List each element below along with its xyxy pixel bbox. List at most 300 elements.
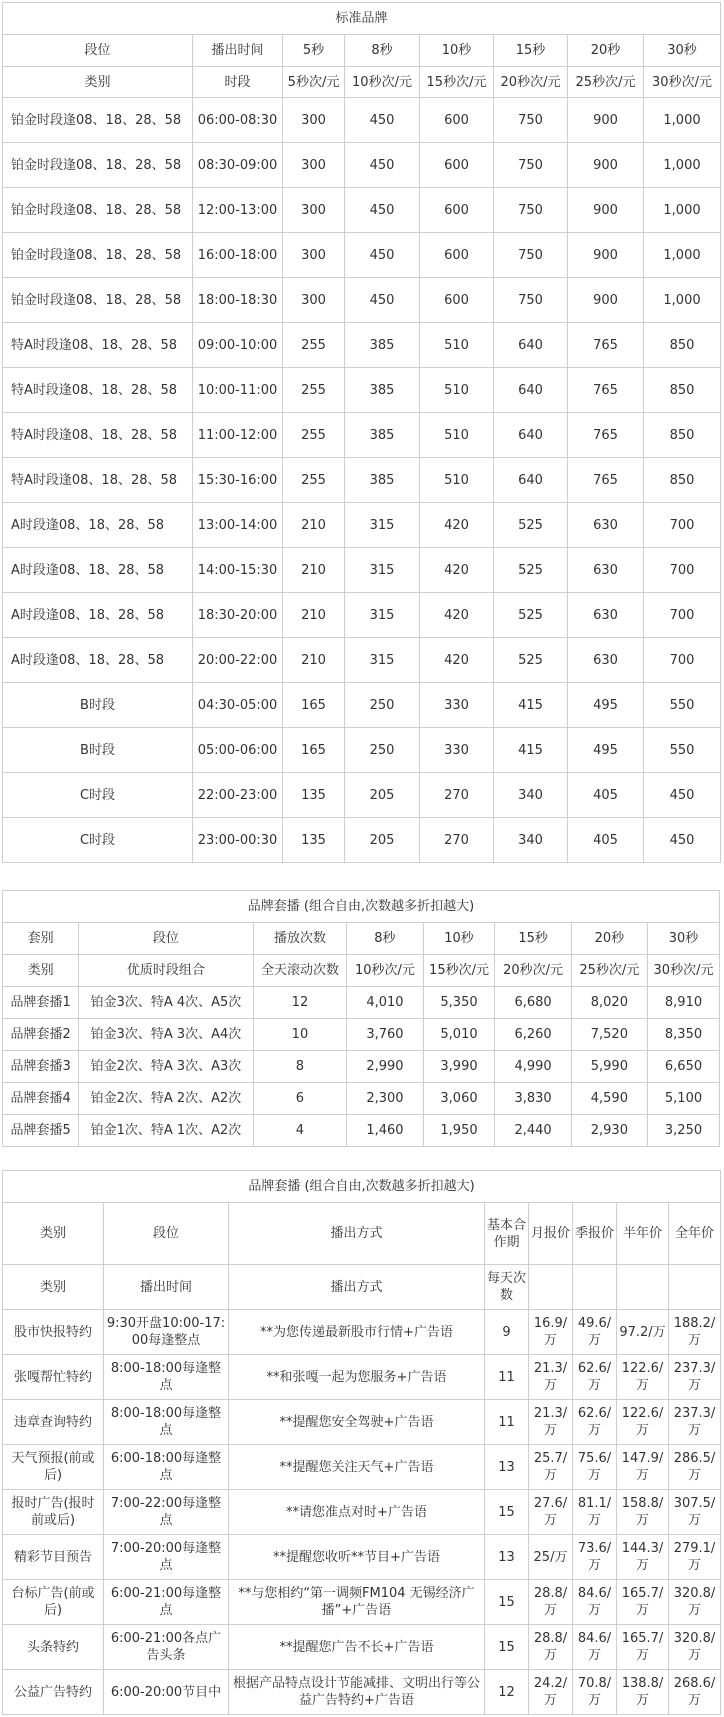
table-cell: 6:00-20:00节目中 — [104, 1670, 229, 1715]
table-cell: 147.9/万 — [617, 1445, 669, 1490]
table-cell: 25/万 — [529, 1535, 573, 1580]
table-cell: 10秒 — [423, 923, 495, 955]
table-cell: 510 — [420, 413, 494, 458]
table-cell: 640 — [494, 413, 568, 458]
table-cell: 特A时段逢08、18、28、58 — [3, 368, 193, 413]
table-cell: 铂金2次、特A 2次、A2次 — [79, 1083, 253, 1115]
table-cell: 525 — [494, 548, 568, 593]
table-cell: 5秒次/元 — [283, 67, 345, 98]
table-cell: 23:00-00:30 — [193, 818, 283, 863]
table-cell: 205 — [345, 818, 420, 863]
table-title: 标准品牌 — [3, 3, 721, 35]
table-cell: 10秒次/元 — [347, 955, 423, 987]
table-cell: 210 — [283, 548, 345, 593]
table-row — [3, 773, 721, 818]
table-cell — [573, 1265, 617, 1310]
table-row — [3, 1400, 721, 1445]
table-cell: 5,010 — [423, 1019, 495, 1051]
table-cell: 450 — [345, 233, 420, 278]
table-cell: 13:00-14:00 — [193, 503, 283, 548]
table-cell: 5,350 — [423, 987, 495, 1019]
table-cell: 510 — [420, 323, 494, 368]
table-cell: 天气预报(前或后) — [3, 1445, 104, 1490]
table-cell: 268.6/万 — [669, 1670, 721, 1715]
table-cell: 165.7/万 — [617, 1580, 669, 1625]
table-row — [3, 98, 721, 143]
table-cell: 73.6/万 — [573, 1535, 617, 1580]
table-cell: 品牌套播3 — [3, 1051, 79, 1083]
table-cell: 1,460 — [347, 1115, 423, 1147]
table-cell: 1,000 — [644, 98, 721, 143]
table-cell: 210 — [283, 503, 345, 548]
table-row — [3, 1580, 721, 1625]
table-cell: 根据产品特点设计节能减排、文明出行等公益广告特约+广告语 — [229, 1670, 485, 1715]
table-cell: 21.3/万 — [529, 1355, 573, 1400]
table-cell: 210 — [283, 638, 345, 683]
table-cell: 270 — [420, 818, 494, 863]
table-cell: 股市快报特约 — [3, 1310, 104, 1355]
table-row — [3, 638, 721, 683]
table-cell: 415 — [494, 683, 568, 728]
table-row — [3, 458, 721, 503]
table-cell: 台标广告(前或后) — [3, 1580, 104, 1625]
table-cell: 08:30-09:00 — [193, 143, 283, 188]
table-cell: 品牌套播4 — [3, 1083, 79, 1115]
table-cell: **与您相约“第一调频FM104 无锡经济广播”+广告语 — [229, 1580, 485, 1625]
table-cell: 6,650 — [648, 1051, 720, 1083]
table-cell: 5,990 — [571, 1051, 647, 1083]
table-cell: 420 — [420, 548, 494, 593]
table-cell: 09:00-10:00 — [193, 323, 283, 368]
table-cell: 21.3/万 — [529, 1400, 573, 1445]
table-cell: 495 — [568, 728, 644, 773]
table-cell: 630 — [568, 638, 644, 683]
table-cell: 15:30-16:00 — [193, 458, 283, 503]
table-cell: 特A时段逢08、18、28、58 — [3, 458, 193, 503]
table-cell: 600 — [420, 233, 494, 278]
table-cell: 900 — [568, 278, 644, 323]
table-cell: 250 — [345, 683, 420, 728]
table-cell: 300 — [283, 143, 345, 188]
table-cell: C时段 — [3, 773, 193, 818]
table-cell: 品牌套播2 — [3, 1019, 79, 1051]
table-cell: 850 — [644, 323, 721, 368]
table-cell: 公益广告特约 — [3, 1670, 104, 1715]
table-cell: 套别 — [3, 923, 79, 955]
table-cell: 铂金3次、特A 4次、A5次 — [79, 987, 253, 1019]
table-cell: 4,590 — [571, 1083, 647, 1115]
table-cell: 640 — [494, 458, 568, 503]
table-cell: 255 — [283, 413, 345, 458]
table-cell: **为您传递最新股市行情+广告语 — [229, 1310, 485, 1355]
table-cell: 30秒次/元 — [648, 955, 720, 987]
table-cell: B时段 — [3, 683, 193, 728]
table-cell: 750 — [494, 188, 568, 233]
table-cell: 255 — [283, 458, 345, 503]
table-cell: 段位 — [3, 35, 193, 67]
table-header-row — [3, 35, 721, 67]
table-cell: 135 — [283, 818, 345, 863]
table-cell: 品牌套播1 — [3, 987, 79, 1019]
table-cell: 铂金时段逢08、18、28、58 — [3, 98, 193, 143]
table-cell: 205 — [345, 773, 420, 818]
table-cell: 铂金3次、特A 3次、A4次 — [79, 1019, 253, 1051]
table-cell: 62.6/万 — [573, 1400, 617, 1445]
table-cell: 600 — [420, 188, 494, 233]
table-cell: 全年价 — [669, 1203, 721, 1265]
table-cell: 405 — [568, 818, 644, 863]
table-cell: 8秒 — [347, 923, 423, 955]
table-cell: 类别 — [3, 67, 193, 98]
table-cell: 基本合作期 — [485, 1203, 529, 1265]
table-cell: 30秒 — [648, 923, 720, 955]
table-cell: 类别 — [3, 1265, 104, 1310]
table-cell: 9 — [485, 1310, 529, 1355]
table-cell — [617, 1265, 669, 1310]
table-cell: 122.6/万 — [617, 1400, 669, 1445]
table-row — [3, 1310, 721, 1355]
table-cell: 700 — [644, 548, 721, 593]
table-cell: 315 — [345, 548, 420, 593]
table-cell: 15 — [485, 1490, 529, 1535]
table-cell: 4 — [253, 1115, 347, 1147]
table-cell: 640 — [494, 323, 568, 368]
table-cell: 450 — [345, 98, 420, 143]
table-cell: 765 — [568, 413, 644, 458]
table-cell: 600 — [420, 278, 494, 323]
table-cell: 900 — [568, 233, 644, 278]
table-cell: 20:00-22:00 — [193, 638, 283, 683]
table-cell: 播放次数 — [253, 923, 347, 955]
table-cell: 违章查询特约 — [3, 1400, 104, 1445]
table-cell: 4,990 — [495, 1051, 571, 1083]
table-cell: 340 — [494, 773, 568, 818]
table-cell: 12:00-13:00 — [193, 188, 283, 233]
table-cell: 3,830 — [495, 1083, 571, 1115]
table-cell: 铂金1次、特A 1次、A2次 — [79, 1115, 253, 1147]
table-cell: 270 — [420, 773, 494, 818]
table-cell: 144.3/万 — [617, 1535, 669, 1580]
table-cell: 340 — [494, 818, 568, 863]
table-cell: 630 — [568, 548, 644, 593]
table-cell: 8 — [253, 1051, 347, 1083]
table-cell: 时段 — [193, 67, 283, 98]
table-cell: 320.8/万 — [669, 1625, 721, 1670]
table-cell: 630 — [568, 503, 644, 548]
table-cell: 8:00-18:00每逢整点 — [104, 1355, 229, 1400]
table-cell: 165 — [283, 728, 345, 773]
table-cell: 300 — [283, 188, 345, 233]
table-cell: 报时广告(报时前或后) — [3, 1490, 104, 1535]
table-cell: 315 — [345, 593, 420, 638]
table-cell: 12 — [485, 1670, 529, 1715]
table-cell: 20秒 — [571, 923, 647, 955]
table-row — [3, 1445, 721, 1490]
table-row — [3, 323, 721, 368]
table-cell: 550 — [644, 683, 721, 728]
table-cell: 450 — [345, 143, 420, 188]
table-cell: 165.7/万 — [617, 1625, 669, 1670]
table-cell: 286.5/万 — [669, 1445, 721, 1490]
table-cell: 700 — [644, 638, 721, 683]
table-cell: 900 — [568, 98, 644, 143]
table-cell: 25秒次/元 — [571, 955, 647, 987]
table-cell: 62.6/万 — [573, 1355, 617, 1400]
table-cell: 750 — [494, 143, 568, 188]
table-cell: 600 — [420, 98, 494, 143]
table-cell: 1,000 — [644, 278, 721, 323]
table-row — [3, 1019, 720, 1051]
table-cell: 330 — [420, 728, 494, 773]
table-row — [3, 1083, 720, 1115]
table-cell: 210 — [283, 593, 345, 638]
table-header-row — [3, 1203, 721, 1265]
table-row — [3, 1051, 720, 1083]
table-cell: **和张嘎一起为您服务+广告语 — [229, 1355, 485, 1400]
table-cell: 品牌套播5 — [3, 1115, 79, 1147]
table-cell: 300 — [283, 278, 345, 323]
table-cell: 750 — [494, 98, 568, 143]
table-cell: 165 — [283, 683, 345, 728]
table-cell: **提醒您广告不长+广告语 — [229, 1625, 485, 1670]
table-cell: 28.8/万 — [529, 1625, 573, 1670]
table-row — [3, 1670, 721, 1715]
table-cell: 250 — [345, 728, 420, 773]
table-cell: 385 — [345, 413, 420, 458]
table-cell: 3,060 — [423, 1083, 495, 1115]
table-header-row — [3, 67, 721, 98]
table-cell: 2,990 — [347, 1051, 423, 1083]
table-cell: 255 — [283, 323, 345, 368]
table-cell: 8:00-18:00每逢整点 — [104, 1400, 229, 1445]
table-cell: 315 — [345, 638, 420, 683]
table-cell: 5,100 — [648, 1083, 720, 1115]
table-title: 品牌套播 (组合自由,次数越多折扣越大) — [3, 891, 720, 923]
table-cell: 330 — [420, 683, 494, 728]
table-row — [3, 503, 721, 548]
table-row — [3, 188, 721, 233]
table-cell: 315 — [345, 503, 420, 548]
table-cell: 月报价 — [529, 1203, 573, 1265]
table-cell: 1,000 — [644, 233, 721, 278]
table-cell: 6:00-18:00每逢整点 — [104, 1445, 229, 1490]
table-cell: 5秒 — [283, 35, 345, 67]
table-cell: 420 — [420, 593, 494, 638]
table-cell: 播出方式 — [229, 1203, 485, 1265]
table-cell: 18:00-18:30 — [193, 278, 283, 323]
table-cell: 6:00-21:00各点广告头条 — [104, 1625, 229, 1670]
table-cell: 84.6/万 — [573, 1580, 617, 1625]
table-row — [3, 233, 721, 278]
table-cell: 415 — [494, 728, 568, 773]
table-cell: 630 — [568, 593, 644, 638]
table-cell: 13 — [485, 1445, 529, 1490]
table-cell: 900 — [568, 143, 644, 188]
table-cell: 铂金时段逢08、18、28、58 — [3, 278, 193, 323]
table-cell: 头条特约 — [3, 1625, 104, 1670]
table-cell: A时段逢08、18、28、58 — [3, 503, 193, 548]
table-cell: 7,520 — [571, 1019, 647, 1051]
table-cell: **提醒您安全驾驶+广告语 — [229, 1400, 485, 1445]
table-cell: 188.2/万 — [669, 1310, 721, 1355]
table-row — [3, 1490, 721, 1535]
table-cell: 700 — [644, 593, 721, 638]
table-cell: 97.2/万 — [617, 1310, 669, 1355]
table-cell: 307.5/万 — [669, 1490, 721, 1535]
table-cell: 段位 — [104, 1203, 229, 1265]
table-cell: 237.3/万 — [669, 1400, 721, 1445]
table-title: 品牌套播 (组合自由,次数越多折扣越大) — [3, 1171, 721, 1203]
table-cell: 300 — [283, 98, 345, 143]
table-row — [3, 818, 721, 863]
table-cell: 15 — [485, 1625, 529, 1670]
table-cell: 8,020 — [571, 987, 647, 1019]
table-cell: 158.8/万 — [617, 1490, 669, 1535]
table-cell: 900 — [568, 188, 644, 233]
table-row — [3, 593, 721, 638]
table-cell: 播出时间 — [193, 35, 283, 67]
table-header-row — [3, 923, 720, 955]
table-cell: 135 — [283, 773, 345, 818]
table-cell: 3,760 — [347, 1019, 423, 1051]
table-cell: 420 — [420, 503, 494, 548]
table-cell: 385 — [345, 323, 420, 368]
table-cell: 15秒次/元 — [423, 955, 495, 987]
table-cell: 24.2/万 — [529, 1670, 573, 1715]
table-cell: 750 — [494, 278, 568, 323]
table-cell: 铂金时段逢08、18、28、58 — [3, 188, 193, 233]
table-cell: 700 — [644, 503, 721, 548]
table-cell: 850 — [644, 413, 721, 458]
table-cell: **提醒您收听**节目+广告语 — [229, 1535, 485, 1580]
table-cell: 04:30-05:00 — [193, 683, 283, 728]
table-cell: 255 — [283, 368, 345, 413]
table-cell: 6 — [253, 1083, 347, 1115]
table-cell — [529, 1265, 573, 1310]
table-cell: 3,990 — [423, 1051, 495, 1083]
standard-brand-table — [2, 2, 721, 863]
table-cell: 10 — [253, 1019, 347, 1051]
table-cell: 15秒 — [495, 923, 571, 955]
table-cell: 420 — [420, 638, 494, 683]
table-cell: 类别 — [3, 955, 79, 987]
table-cell: 525 — [494, 503, 568, 548]
table-cell: 10秒次/元 — [345, 67, 420, 98]
table-cell: 1,950 — [423, 1115, 495, 1147]
table-cell: 2,300 — [347, 1083, 423, 1115]
table-row — [3, 368, 721, 413]
table-cell: 11 — [485, 1400, 529, 1445]
table-cell: 全天滚动次数 — [253, 955, 347, 987]
table-row — [3, 683, 721, 728]
table-cell: 1,000 — [644, 143, 721, 188]
table-cell: 850 — [644, 458, 721, 503]
table-cell: 75.6/万 — [573, 1445, 617, 1490]
table-cell: 525 — [494, 593, 568, 638]
table-row — [3, 143, 721, 188]
table-cell: 3,250 — [648, 1115, 720, 1147]
table-row — [3, 1115, 720, 1147]
table-cell: 16.9/万 — [529, 1310, 573, 1355]
table-cell: 25秒次/元 — [568, 67, 644, 98]
table-cell: 铂金2次、特A 3次、A3次 — [79, 1051, 253, 1083]
table-cell: 特A时段逢08、18、28、58 — [3, 323, 193, 368]
table-cell: 1,000 — [644, 188, 721, 233]
table-cell: 20秒次/元 — [494, 67, 568, 98]
table-cell: 20秒次/元 — [495, 955, 571, 987]
table-row — [3, 413, 721, 458]
table-cell: 385 — [345, 368, 420, 413]
table-cell: 优质时段组合 — [79, 955, 253, 987]
table-cell: 70.8/万 — [573, 1670, 617, 1715]
table-cell: 10秒 — [420, 35, 494, 67]
table-cell: 765 — [568, 458, 644, 503]
table-cell: 405 — [568, 773, 644, 818]
table-cell: A时段逢08、18、28、58 — [3, 548, 193, 593]
table-cell: 16:00-18:00 — [193, 233, 283, 278]
table-row — [3, 1535, 721, 1580]
table-cell: 类别 — [3, 1203, 104, 1265]
table-cell: 11:00-12:00 — [193, 413, 283, 458]
table-cell: 510 — [420, 458, 494, 503]
table-cell: 每天次数 — [485, 1265, 529, 1310]
table-cell: **提醒您关注天气+广告语 — [229, 1445, 485, 1490]
table-cell: 11 — [485, 1355, 529, 1400]
table-cell: 300 — [283, 233, 345, 278]
table-cell: 320.8/万 — [669, 1580, 721, 1625]
brand-package-table — [2, 890, 720, 1147]
table-cell: 18:30-20:00 — [193, 593, 283, 638]
table-cell: 8秒 — [345, 35, 420, 67]
table-row — [3, 728, 721, 773]
table-cell: 550 — [644, 728, 721, 773]
table-cell: 279.1/万 — [669, 1535, 721, 1580]
table-cell: 510 — [420, 368, 494, 413]
table-cell: 8,350 — [648, 1019, 720, 1051]
table-cell: 525 — [494, 638, 568, 683]
table-row — [3, 987, 720, 1019]
table-cell: 25.7/万 — [529, 1445, 573, 1490]
table-cell: 季报价 — [573, 1203, 617, 1265]
table-cell: 特A时段逢08、18、28、58 — [3, 413, 193, 458]
table-cell: 6,260 — [495, 1019, 571, 1051]
table-cell: 450 — [345, 278, 420, 323]
table-cell: 6,680 — [495, 987, 571, 1019]
table-cell: A时段逢08、18、28、58 — [3, 593, 193, 638]
table-header-row — [3, 955, 720, 987]
table-cell: 20秒 — [568, 35, 644, 67]
table-cell — [669, 1265, 721, 1310]
table-cell: 22:00-23:00 — [193, 773, 283, 818]
table-cell: 81.1/万 — [573, 1490, 617, 1535]
table-cell: 750 — [494, 233, 568, 278]
table-cell: 4,010 — [347, 987, 423, 1019]
table-cell: 播出方式 — [229, 1265, 485, 1310]
table-cell: 30秒次/元 — [644, 67, 721, 98]
table-cell: 237.3/万 — [669, 1355, 721, 1400]
table-cell: 850 — [644, 368, 721, 413]
table-cell: 122.6/万 — [617, 1355, 669, 1400]
table-header-row — [3, 1265, 721, 1310]
table-cell: 27.6/万 — [529, 1490, 573, 1535]
table-cell: 450 — [644, 818, 721, 863]
table-cell: 385 — [345, 458, 420, 503]
table-cell: 半年价 — [617, 1203, 669, 1265]
table-cell: 播出时间 — [104, 1265, 229, 1310]
table-cell: 495 — [568, 683, 644, 728]
table-cell: 06:00-08:30 — [193, 98, 283, 143]
table-cell: 张嘎帮忙特约 — [3, 1355, 104, 1400]
